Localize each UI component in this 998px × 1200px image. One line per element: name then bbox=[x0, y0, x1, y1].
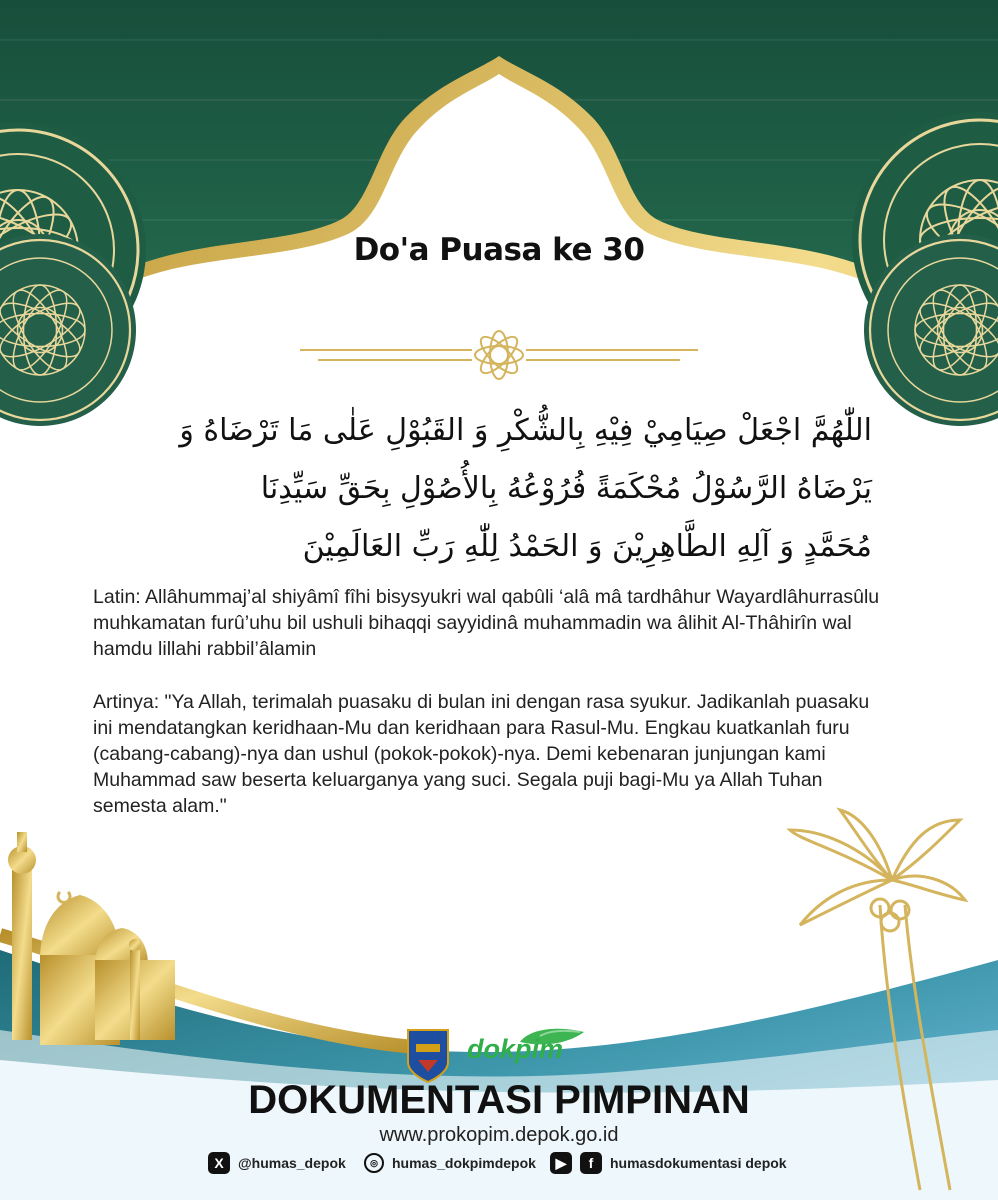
arabic-line: مُحَمَّدٍ وَ آلِهِ الطَّاهِرِيْنَ وَ الحَمْدُ لِلّٰهِ رَبِّ العَالَمِيْنَ bbox=[302, 529, 872, 564]
social-handle: @humas_depok bbox=[238, 1155, 346, 1171]
latin-transliteration: Latin: Allâhummaj’al shiyâmî fîhi bisysyukri wal qabûli ‘alâ mâ tardhâhur Wayardlâhurrasûlu muhkamatan furû’uhu bil ushuli bihaqqi sayyidinâ muhammadin wa âlihit Al-Thâhirîn wal hamdu lillahi rabbil’âlamin bbox=[93, 586, 880, 660]
instagram-icon: ◎ bbox=[364, 1153, 384, 1173]
youtube-icon: ▶ bbox=[550, 1152, 572, 1174]
social-handle: humas_dokpimdepok bbox=[392, 1155, 536, 1171]
social-youtube-facebook[interactable] bbox=[550, 1152, 787, 1174]
org-name: DOKUMENTASI PIMPINAN bbox=[248, 1078, 750, 1122]
dokpim-logo-text: dokpim bbox=[467, 1034, 564, 1064]
meaning-translation: Artinya: "Ya Allah, terimalah puasaku di bulan ini dengan rasa syukur. Jadikanlah puasaku ini mendatangkan keridhaan-Mu dan keridhaan para Rasul-Mu. Engkau kuatkanlah furu (cabang-cabang)-nya dan ushul (pokok-pokok)-nya. Demi kebenaran junjungan kami Muhammad saw beserta keluarganya yang suci. Segala puji bagi-Mu ya Allah Tuhan semesta alam." bbox=[93, 691, 870, 817]
arabic-line: يَرْضَاهُ الرَّسُوْلُ مُحْكَمَةً فُرُوْعُهُ بِالأُصُوْلِ بِحَقِّ سَيِّدِنَا bbox=[260, 471, 872, 506]
facebook-icon: f bbox=[580, 1152, 602, 1174]
social-handle: humasdokumentasi depok bbox=[610, 1155, 787, 1171]
arabic-line: اللّٰهُمَّ اجْعَلْ صِيَامِيْ فِيْهِ بِالشُّكْرِ وَ القَبُوْلِ عَلٰى مَا تَرْضَاهُ وَ bbox=[179, 413, 872, 448]
website-link[interactable]: www.prokopim.depok.go.id bbox=[379, 1124, 619, 1146]
x-icon: X bbox=[208, 1152, 230, 1174]
page-title: Do'a Puasa ke 30 bbox=[353, 232, 645, 268]
arabic-prayer-text bbox=[150, 402, 872, 576]
social-instagram[interactable] bbox=[364, 1152, 536, 1174]
depok-city-emblem bbox=[408, 1030, 448, 1082]
social-x[interactable] bbox=[208, 1152, 346, 1174]
